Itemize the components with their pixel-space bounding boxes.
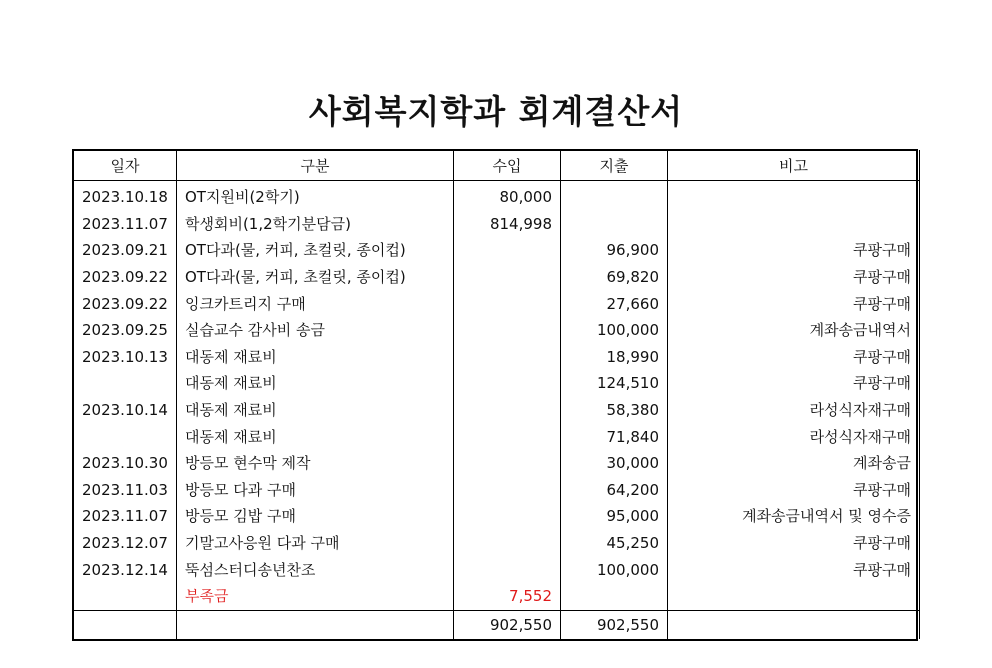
entry-expense: 100,000	[561, 317, 668, 344]
entry-date: 2023.10.18	[74, 181, 177, 211]
table-row	[74, 556, 920, 583]
entry-date	[74, 370, 177, 397]
entry-date: 2023.11.03	[74, 477, 177, 504]
entry-date: 2023.12.14	[74, 556, 177, 583]
entry-income	[454, 397, 561, 424]
entry-date: 2023.10.14	[74, 397, 177, 424]
total-income: 902,550	[454, 610, 561, 639]
shortfall-expense-cell	[561, 583, 668, 610]
entry-note: 쿠팡구매	[668, 556, 920, 583]
table-row	[74, 530, 920, 557]
shortfall-row	[74, 583, 920, 610]
table-row	[74, 450, 920, 477]
table-row	[74, 503, 920, 530]
entry-date: 2023.09.22	[74, 290, 177, 317]
entry-date: 2023.09.25	[74, 317, 177, 344]
entry-date: 2023.10.30	[74, 450, 177, 477]
column-header-date: 일자	[74, 150, 177, 181]
entry-expense	[561, 181, 668, 211]
entry-note: 라성식자재구매	[668, 423, 920, 450]
entry-note	[668, 211, 920, 238]
entry-expense: 71,840	[561, 423, 668, 450]
entry-income	[454, 237, 561, 264]
entry-date: 2023.11.07	[74, 211, 177, 238]
entry-income: 814,998	[454, 211, 561, 238]
entry-date: 2023.09.22	[74, 264, 177, 291]
total-expense: 902,550	[561, 610, 668, 639]
entry-note: 라성식자재구매	[668, 397, 920, 424]
table-body	[74, 181, 920, 639]
entry-expense: 45,250	[561, 530, 668, 557]
entry-note: 쿠팡구매	[668, 477, 920, 504]
entry-category: 방등모 현수막 제작	[177, 450, 454, 477]
column-header-note: 비고	[668, 150, 920, 181]
entry-category: 기말고사응원 다과 구매	[177, 530, 454, 557]
shortfall-income: 7,552	[454, 583, 561, 610]
entry-date	[74, 423, 177, 450]
column-header-expense: 지출	[561, 150, 668, 181]
table-row	[74, 237, 920, 264]
table-row	[74, 344, 920, 371]
table-row	[74, 423, 920, 450]
column-header-income: 수입	[454, 150, 561, 181]
entry-income	[454, 477, 561, 504]
table-row	[74, 211, 920, 238]
table-row	[74, 264, 920, 291]
table-row	[74, 181, 920, 211]
entry-expense: 58,380	[561, 397, 668, 424]
entry-income	[454, 317, 561, 344]
entry-date: 2023.11.07	[74, 503, 177, 530]
shortfall-label: 부족금	[177, 583, 454, 610]
table-row	[74, 397, 920, 424]
table-row	[74, 317, 920, 344]
entry-income	[454, 344, 561, 371]
entry-income	[454, 503, 561, 530]
entry-category: 대동제 재료비	[177, 370, 454, 397]
entry-expense: 18,990	[561, 344, 668, 371]
entry-category: 잉크카트리지 구매	[177, 290, 454, 317]
shortfall-date-cell	[74, 583, 177, 610]
entry-note: 계좌송금내역서 및 영수증	[668, 503, 920, 530]
ledger-table	[73, 150, 920, 639]
totals-date-cell	[74, 610, 177, 639]
shortfall-note-cell	[668, 583, 920, 610]
entry-note: 계좌송금	[668, 450, 920, 477]
entry-expense: 27,660	[561, 290, 668, 317]
entry-category: 대동제 재료비	[177, 423, 454, 450]
entry-date: 2023.12.07	[74, 530, 177, 557]
entry-expense: 30,000	[561, 450, 668, 477]
entry-note	[668, 181, 920, 211]
entry-date: 2023.09.21	[74, 237, 177, 264]
entry-income	[454, 370, 561, 397]
entry-expense: 69,820	[561, 264, 668, 291]
entry-note: 쿠팡구매	[668, 237, 920, 264]
entry-category: 방등모 김밥 구매	[177, 503, 454, 530]
document-title: 사회복지학과 회계결산서	[308, 92, 684, 131]
entry-category: 방등모 다과 구매	[177, 477, 454, 504]
table-row	[74, 370, 920, 397]
entry-income	[454, 423, 561, 450]
entry-note: 쿠팡구매	[668, 344, 920, 371]
entry-income	[454, 264, 561, 291]
entry-income: 80,000	[454, 181, 561, 211]
totals-note-cell	[668, 610, 920, 639]
entry-expense: 96,900	[561, 237, 668, 264]
entry-income	[454, 530, 561, 557]
table-row	[74, 290, 920, 317]
entry-note: 계좌송금내역서	[668, 317, 920, 344]
entry-category: 뚝섬스터디송년찬조	[177, 556, 454, 583]
entry-category: OT지원비(2학기)	[177, 181, 454, 211]
entry-income	[454, 290, 561, 317]
entry-income	[454, 556, 561, 583]
entry-expense: 124,510	[561, 370, 668, 397]
entry-expense	[561, 211, 668, 238]
totals-row	[74, 610, 920, 639]
entry-expense: 95,000	[561, 503, 668, 530]
entry-category: OT다과(물, 커피, 초컬릿, 종이컵)	[177, 264, 454, 291]
entry-expense: 100,000	[561, 556, 668, 583]
entry-note: 쿠팡구매	[668, 530, 920, 557]
table-row	[74, 477, 920, 504]
entry-note: 쿠팡구매	[668, 290, 920, 317]
totals-label-cell	[177, 610, 454, 639]
entry-date: 2023.10.13	[74, 344, 177, 371]
entry-expense: 64,200	[561, 477, 668, 504]
entry-category: OT다과(물, 커피, 초컬릿, 종이컵)	[177, 237, 454, 264]
entry-category: 대동제 재료비	[177, 397, 454, 424]
entry-category: 실습교수 감사비 송금	[177, 317, 454, 344]
entry-income	[454, 450, 561, 477]
entry-category: 대동제 재료비	[177, 344, 454, 371]
entry-category: 학생회비(1,2학기분담금)	[177, 211, 454, 238]
entry-note: 쿠팡구매	[668, 264, 920, 291]
table-header	[74, 150, 920, 181]
column-header-category: 구분	[177, 150, 454, 181]
entry-note: 쿠팡구매	[668, 370, 920, 397]
